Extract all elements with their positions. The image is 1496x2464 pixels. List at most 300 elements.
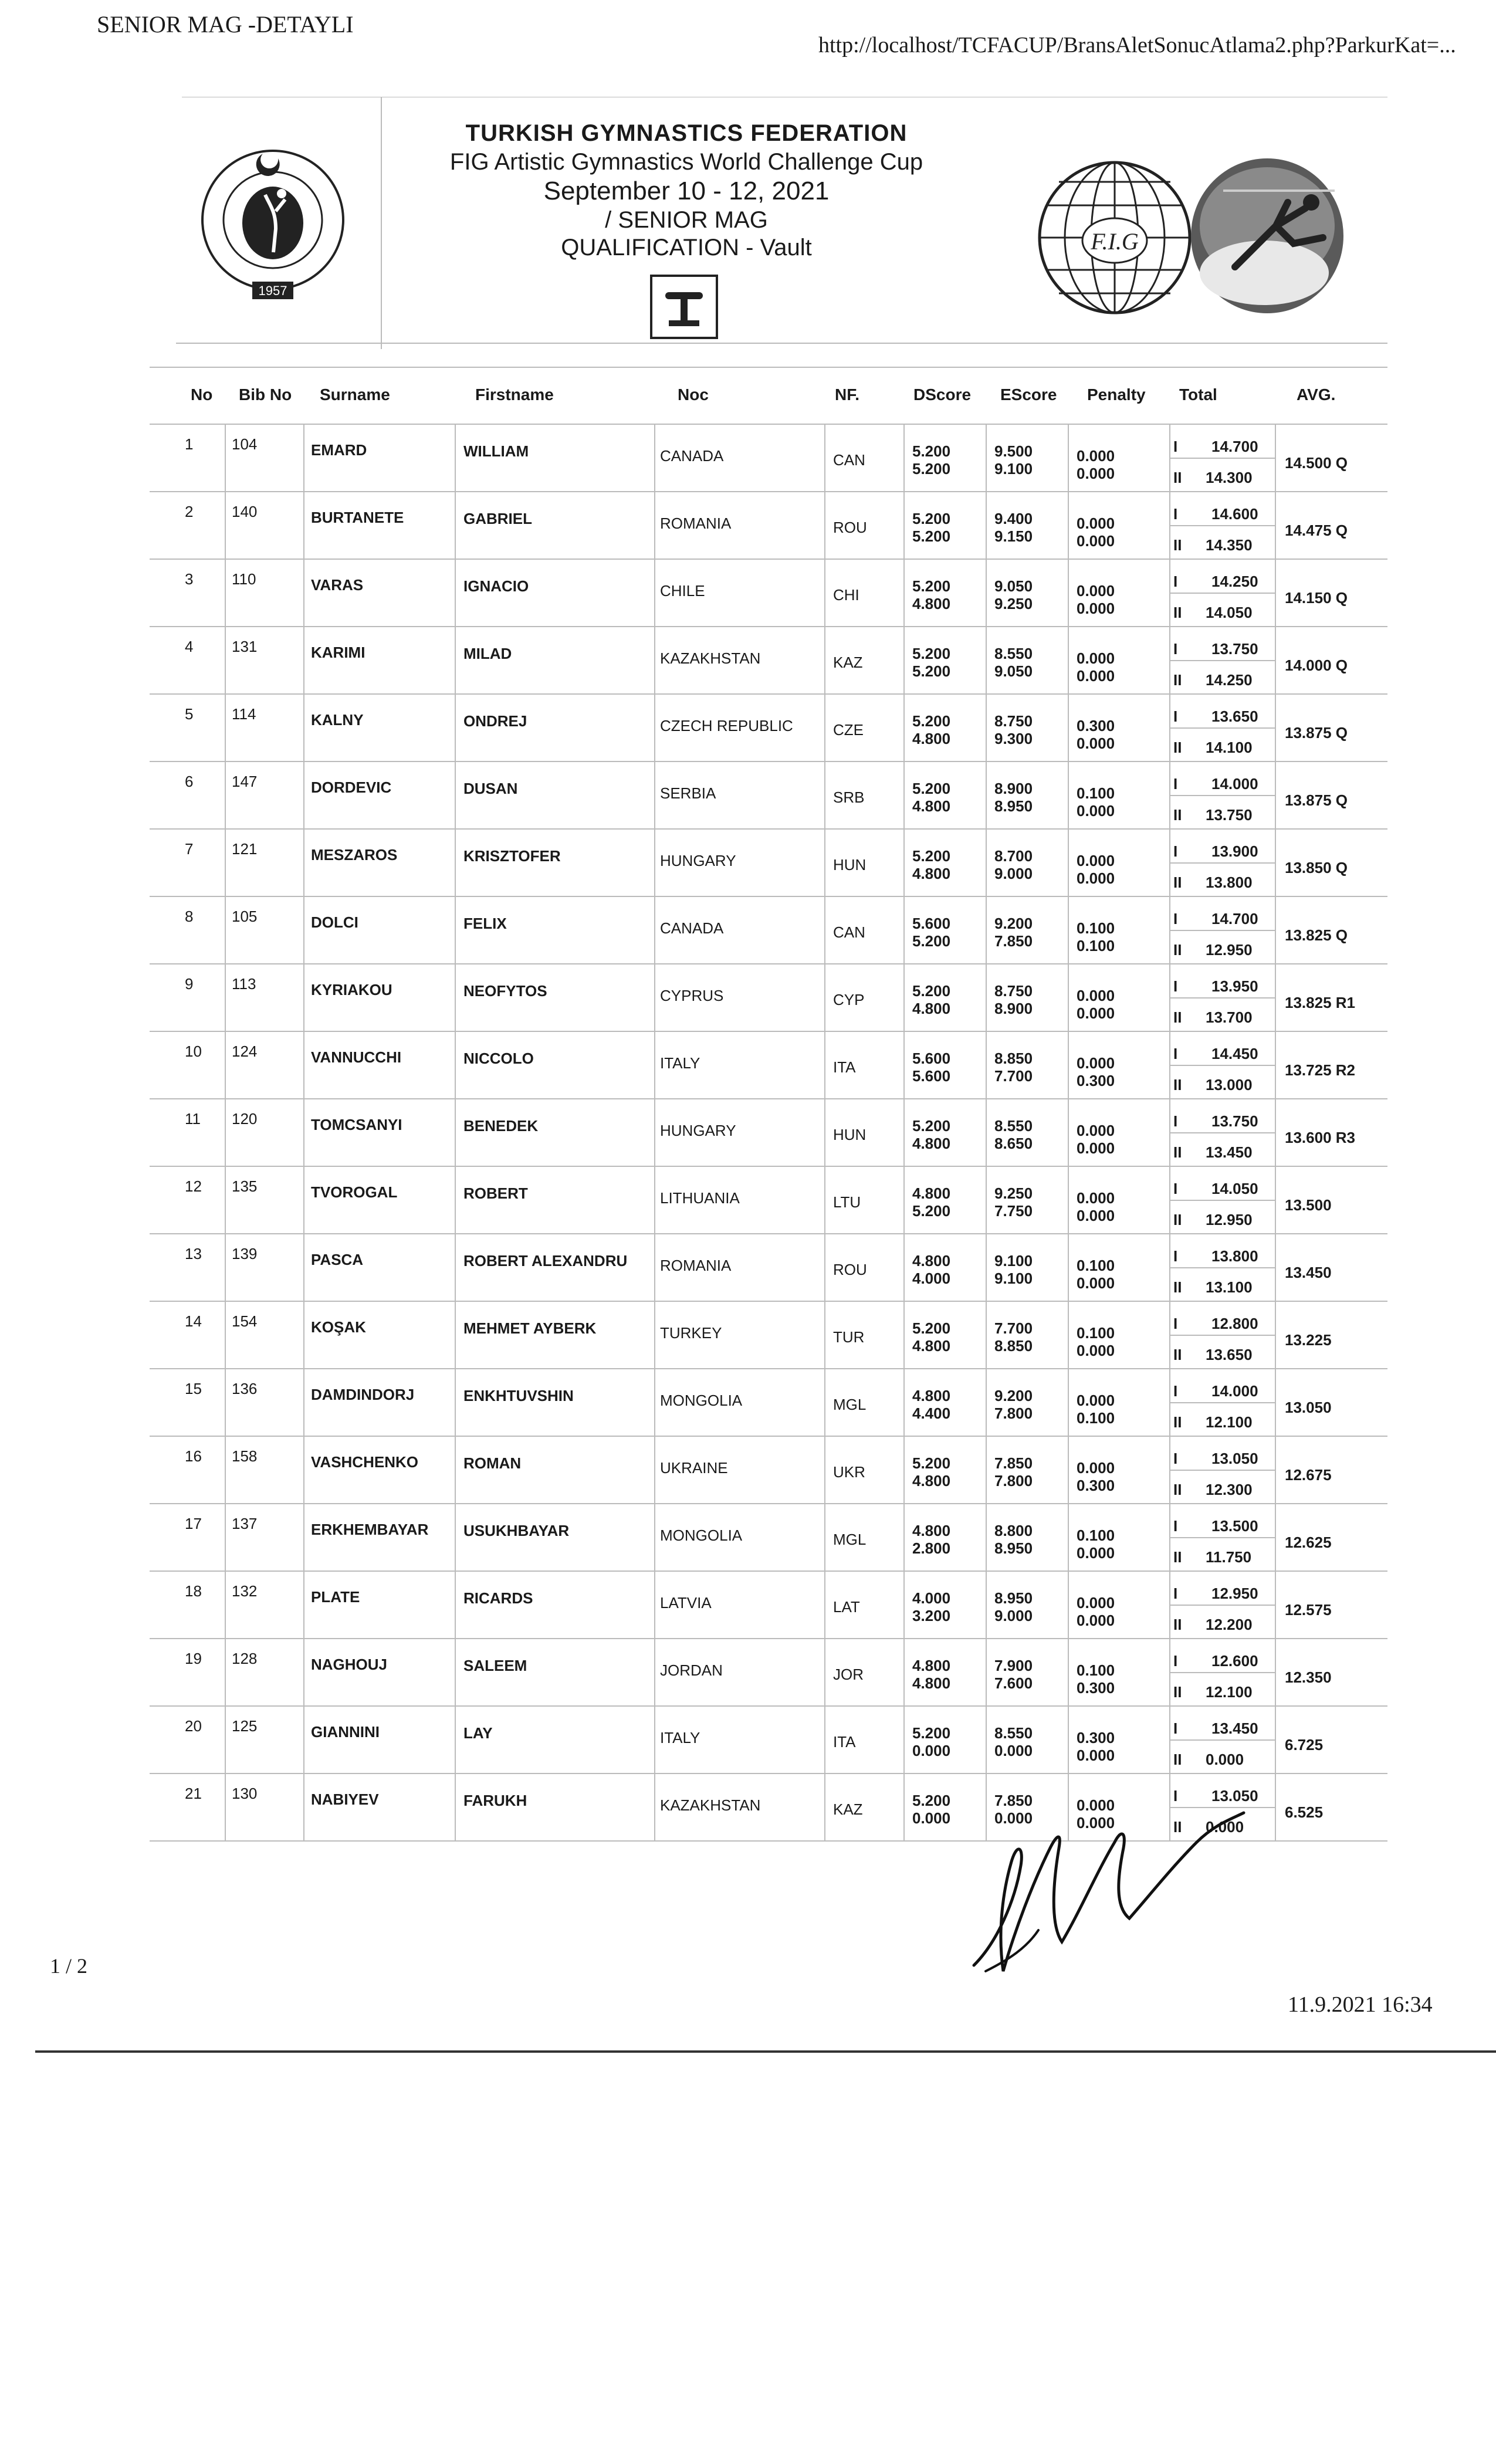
total-vault-1: 14.250 <box>1211 573 1258 590</box>
column-divider <box>1068 1639 1069 1705</box>
total-label-1: I <box>1173 910 1178 928</box>
column-divider <box>903 1774 905 1840</box>
column-divider <box>654 830 655 896</box>
total-vault-2: 12.100 <box>1206 1413 1253 1431</box>
average-score: 12.575 <box>1285 1601 1332 1619</box>
column-divider <box>986 1167 987 1233</box>
dscore-vault-1: 4.800 <box>912 1522 951 1539</box>
column-divider <box>455 1369 456 1436</box>
column-divider <box>824 492 825 559</box>
rank: 19 <box>185 1650 202 1667</box>
noc: ROMANIA <box>660 515 732 532</box>
column-divider <box>303 762 304 828</box>
column-divider <box>303 1437 304 1503</box>
column-divider <box>225 1369 226 1436</box>
column-divider <box>824 1437 825 1503</box>
escore-vault-2: 9.150 <box>994 527 1033 545</box>
column-divider <box>1275 627 1276 693</box>
penalty-vault-2: 0.000 <box>1077 1274 1115 1292</box>
column-divider <box>1275 1639 1276 1705</box>
nf-code: ITA <box>833 1733 856 1751</box>
column-divider <box>1068 1504 1069 1571</box>
column-divider <box>303 1639 304 1705</box>
bib-number: 147 <box>232 773 258 790</box>
average-score: 13.825 R1 <box>1285 994 1355 1011</box>
column-divider <box>654 964 655 1031</box>
noc: ITALY <box>660 1729 700 1747</box>
table-row <box>150 897 1387 964</box>
nf-code: KAZ <box>833 1800 863 1818</box>
document-title-block <box>417 120 956 261</box>
column-divider <box>824 762 825 828</box>
total-divider <box>1169 1739 1275 1741</box>
column-divider <box>455 964 456 1031</box>
bib-number: 124 <box>232 1043 258 1060</box>
escore-vault-2: 7.600 <box>994 1674 1033 1692</box>
table-row <box>150 425 1387 492</box>
table-row <box>150 1369 1387 1437</box>
noc: CANADA <box>660 919 724 937</box>
fig-logo-text: F.I.G <box>1091 228 1139 255</box>
total-label-2: II <box>1173 1008 1182 1026</box>
penalty-vault-1: 0.000 <box>1077 649 1115 667</box>
escore-vault-1: 8.550 <box>994 1724 1033 1742</box>
total-vault-1: 14.050 <box>1211 1180 1258 1197</box>
column-divider <box>986 492 987 559</box>
column-divider <box>986 1032 987 1098</box>
total-divider <box>1169 458 1275 459</box>
escore-vault-2: 8.950 <box>994 1539 1033 1557</box>
escore-vault-2: 9.050 <box>994 662 1033 680</box>
column-divider <box>1275 1234 1276 1301</box>
column-divider <box>303 1707 304 1773</box>
escore-vault-1: 7.850 <box>994 1454 1033 1472</box>
penalty-vault-1: 0.000 <box>1077 515 1115 532</box>
column-divider <box>455 425 456 491</box>
nf-code: LTU <box>833 1193 861 1211</box>
dscore-vault-2: 0.000 <box>912 1742 951 1759</box>
total-vault-1: 14.600 <box>1211 505 1258 523</box>
average-score: 14.150 Q <box>1285 589 1348 607</box>
dscore-vault-1: 4.800 <box>912 1657 951 1674</box>
escore-vault-2: 7.800 <box>994 1404 1033 1422</box>
average-score: 12.350 <box>1285 1668 1332 1686</box>
total-vault-1: 13.500 <box>1211 1517 1258 1535</box>
results-table <box>150 367 1387 1842</box>
dscore-vault-2: 5.200 <box>912 527 951 545</box>
penalty-vault-2: 0.000 <box>1077 1814 1115 1832</box>
total-label-1: I <box>1173 708 1178 725</box>
total-vault-2: 13.800 <box>1206 874 1253 891</box>
total-label-1: I <box>1173 505 1178 523</box>
column-divider <box>225 1032 226 1098</box>
penalty-vault-2: 0.100 <box>1077 937 1115 955</box>
nf-code: CZE <box>833 721 864 739</box>
total-vault-1: 13.450 <box>1211 1720 1258 1737</box>
firstname: SALEEM <box>463 1657 527 1674</box>
total-label-2: II <box>1173 1346 1182 1363</box>
dscore-vault-2: 2.800 <box>912 1539 951 1557</box>
total-vault-2: 14.050 <box>1206 604 1253 621</box>
column-divider <box>986 695 987 761</box>
penalty-vault-1: 0.100 <box>1077 919 1115 937</box>
column-divider <box>225 964 226 1031</box>
header-nf: NF. <box>835 385 859 404</box>
column-divider <box>903 1032 905 1098</box>
firstname: BENEDEK <box>463 1117 539 1135</box>
noc: MONGOLIA <box>660 1392 743 1409</box>
surname: KOŞAK <box>311 1318 366 1336</box>
table-row <box>150 762 1387 830</box>
column-divider <box>903 1234 905 1301</box>
total-vault-1: 13.900 <box>1211 842 1258 860</box>
column-divider <box>654 1707 655 1773</box>
bib-number: 104 <box>232 435 258 453</box>
average-score: 12.625 <box>1285 1534 1332 1551</box>
total-label-1: I <box>1173 775 1178 793</box>
total-label-1: I <box>1173 1585 1178 1602</box>
average-score: 13.450 <box>1285 1264 1332 1281</box>
penalty-vault-1: 0.000 <box>1077 987 1115 1004</box>
dscore-vault-2: 4.000 <box>912 1270 951 1287</box>
total-label-2: II <box>1173 1616 1182 1633</box>
total-vault-2: 12.950 <box>1206 941 1253 959</box>
table-row <box>150 1707 1387 1774</box>
penalty-vault-2: 0.000 <box>1077 1544 1115 1562</box>
penalty-vault-1: 0.100 <box>1077 1257 1115 1274</box>
rank: 11 <box>185 1110 201 1128</box>
dscore-vault-1: 5.200 <box>912 1117 951 1135</box>
bib-number: 125 <box>232 1717 258 1735</box>
noc: CYPRUS <box>660 987 724 1004</box>
column-divider <box>303 1572 304 1638</box>
nf-code: HUN <box>833 856 867 874</box>
escore-vault-1: 9.400 <box>994 510 1033 527</box>
column-divider <box>903 627 905 693</box>
noc: KAZAKHSTAN <box>660 649 761 667</box>
total-divider <box>1169 727 1275 729</box>
column-divider <box>986 1234 987 1301</box>
surname: KYRIAKOU <box>311 981 392 999</box>
surname: VARAS <box>311 576 364 594</box>
penalty-vault-2: 0.000 <box>1077 1747 1115 1764</box>
total-vault-1: 13.650 <box>1211 708 1258 725</box>
column-divider <box>903 695 905 761</box>
column-divider <box>225 425 226 491</box>
escore-vault-2: 7.850 <box>994 932 1033 950</box>
escore-vault-1: 8.750 <box>994 712 1033 730</box>
penalty-vault-2: 0.000 <box>1077 532 1115 550</box>
total-vault-1: 14.000 <box>1211 775 1258 793</box>
surname: DAMDINDORJ <box>311 1386 415 1403</box>
rank: 8 <box>185 908 194 925</box>
results-table-body <box>150 425 1387 1842</box>
penalty-vault-2: 0.300 <box>1077 1679 1115 1697</box>
column-divider <box>303 1369 304 1436</box>
total-label-1: I <box>1173 977 1178 995</box>
column-divider <box>455 1707 456 1773</box>
surname: DORDEVIC <box>311 779 392 796</box>
penalty-vault-2: 0.300 <box>1077 1477 1115 1494</box>
column-divider <box>303 1234 304 1301</box>
total-label-1: I <box>1173 842 1178 860</box>
column-divider <box>654 1437 655 1503</box>
nf-code: UKR <box>833 1463 865 1481</box>
dscore-vault-1: 5.200 <box>912 577 951 595</box>
column-divider <box>654 1032 655 1098</box>
penalty-vault-2: 0.000 <box>1077 869 1115 887</box>
column-divider <box>1068 1032 1069 1098</box>
rank: 20 <box>185 1717 202 1735</box>
column-divider <box>824 560 825 626</box>
table-row <box>150 1099 1387 1167</box>
table-row <box>150 1437 1387 1504</box>
bib-number: 110 <box>232 570 256 588</box>
page-bottom-rule <box>35 2050 1496 2053</box>
penalty-vault-1: 0.000 <box>1077 1054 1115 1072</box>
print-header-url: http://localhost/TCFACUP/BransAletSonucAtlama2.php?ParkurKat=... <box>818 33 1456 57</box>
escore-vault-1: 9.200 <box>994 915 1033 932</box>
firstname: FARUKH <box>463 1792 527 1809</box>
noc: UKRAINE <box>660 1459 728 1477</box>
firstname: LAY <box>463 1724 493 1742</box>
column-divider <box>824 1234 825 1301</box>
firstname: ROBERT <box>463 1184 528 1202</box>
dscore-vault-2: 4.800 <box>912 865 951 882</box>
column-divider <box>824 897 825 963</box>
total-label-2: II <box>1173 671 1182 689</box>
column-divider <box>303 492 304 559</box>
column-divider <box>654 1167 655 1233</box>
rank: 12 <box>185 1177 202 1195</box>
noc: CZECH REPUBLIC <box>660 717 793 735</box>
escore-vault-1: 9.200 <box>994 1387 1033 1404</box>
header-surname: Surname <box>320 385 390 404</box>
escore-vault-2: 8.950 <box>994 797 1033 815</box>
column-divider <box>455 1572 456 1638</box>
nf-code: CYP <box>833 991 865 1008</box>
average-score: 13.875 Q <box>1285 724 1348 742</box>
penalty-vault-1: 0.000 <box>1077 1122 1115 1139</box>
rank: 1 <box>185 435 194 453</box>
column-divider <box>225 830 226 896</box>
firstname: DUSAN <box>463 780 518 797</box>
table-row <box>150 1504 1387 1572</box>
column-divider <box>303 695 304 761</box>
column-divider <box>824 1369 825 1436</box>
rank: 17 <box>185 1515 202 1532</box>
column-divider <box>986 1437 987 1503</box>
total-vault-1: 13.750 <box>1211 640 1258 658</box>
escore-vault-2: 8.850 <box>994 1337 1033 1355</box>
noc: CHILE <box>660 582 705 600</box>
total-label-2: II <box>1173 1211 1182 1228</box>
column-divider <box>225 627 226 693</box>
column-divider <box>986 1369 987 1436</box>
rank: 13 <box>185 1245 202 1263</box>
column-divider <box>654 1504 655 1571</box>
firstname: GABRIEL <box>463 510 532 527</box>
table-row <box>150 964 1387 1032</box>
column-divider <box>225 492 226 559</box>
total-label-1: I <box>1173 1450 1178 1467</box>
escore-vault-1: 9.250 <box>994 1184 1033 1202</box>
bib-number: 121 <box>232 840 258 858</box>
total-vault-1: 14.700 <box>1211 438 1258 455</box>
column-divider <box>225 1099 226 1166</box>
column-divider <box>903 1099 905 1166</box>
escore-vault-2: 7.800 <box>994 1472 1033 1490</box>
table-row <box>150 492 1387 560</box>
column-divider <box>654 560 655 626</box>
penalty-vault-2: 0.000 <box>1077 802 1115 820</box>
column-divider <box>225 1572 226 1638</box>
dscore-vault-1: 5.200 <box>912 645 951 662</box>
dscore-vault-2: 5.200 <box>912 932 951 950</box>
column-divider <box>986 1707 987 1773</box>
column-divider <box>824 1707 825 1773</box>
bib-number: 128 <box>232 1650 258 1667</box>
dscore-vault-1: 4.800 <box>912 1252 951 1270</box>
total-vault-2: 13.750 <box>1206 806 1253 824</box>
column-divider <box>303 1032 304 1098</box>
table-row <box>150 1572 1387 1639</box>
total-vault-2: 12.200 <box>1206 1616 1253 1633</box>
bib-number: 130 <box>232 1785 258 1802</box>
total-label-1: I <box>1173 438 1178 455</box>
column-divider <box>1275 1032 1276 1098</box>
table-row <box>150 627 1387 695</box>
column-divider <box>654 695 655 761</box>
average-score: 6.725 <box>1285 1736 1324 1754</box>
rank: 10 <box>185 1043 202 1060</box>
column-divider <box>1068 964 1069 1031</box>
column-divider <box>225 1167 226 1233</box>
table-row <box>150 1639 1387 1707</box>
column-divider <box>225 1437 226 1503</box>
dscore-vault-1: 5.200 <box>912 510 951 527</box>
vault-icon <box>652 277 716 337</box>
column-divider <box>824 830 825 896</box>
penalty-vault-2: 0.000 <box>1077 1342 1115 1359</box>
dscore-vault-2: 4.800 <box>912 595 951 612</box>
penalty-vault-1: 0.000 <box>1077 852 1115 869</box>
total-label-1: I <box>1173 1787 1178 1805</box>
nf-code: ITA <box>833 1058 856 1076</box>
penalty-vault-2: 0.000 <box>1077 465 1115 482</box>
rank: 5 <box>185 705 194 723</box>
total-label-1: I <box>1173 640 1178 658</box>
escore-vault-2: 9.300 <box>994 730 1033 747</box>
nf-code: MGL <box>833 1531 867 1548</box>
total-vault-1: 14.000 <box>1211 1382 1258 1400</box>
column-divider <box>455 1234 456 1301</box>
header-penalty: Penalty <box>1087 385 1146 404</box>
nf-code: ROU <box>833 519 867 536</box>
penalty-vault-1: 0.300 <box>1077 1729 1115 1747</box>
total-label-2: II <box>1173 1481 1182 1498</box>
column-divider <box>986 830 987 896</box>
column-divider <box>1275 1099 1276 1166</box>
noc: LITHUANIA <box>660 1189 740 1207</box>
column-divider <box>903 1639 905 1705</box>
total-divider <box>1169 1470 1275 1471</box>
nf-code: TUR <box>833 1328 865 1346</box>
rank: 7 <box>185 840 194 858</box>
penalty-vault-1: 0.000 <box>1077 1459 1115 1477</box>
escore-vault-1: 8.700 <box>994 847 1033 865</box>
average-score: 6.525 <box>1285 1803 1324 1821</box>
surname: TVOROGAL <box>311 1183 398 1201</box>
escore-vault-2: 0.000 <box>994 1809 1033 1827</box>
column-divider <box>455 897 456 963</box>
escore-vault-2: 9.000 <box>994 865 1033 882</box>
average-score: 13.225 <box>1285 1331 1332 1349</box>
dscore-vault-1: 5.200 <box>912 847 951 865</box>
competition-phase: QUALIFICATION - Vault <box>561 235 812 260</box>
escore-vault-1: 8.550 <box>994 1117 1033 1135</box>
column-divider <box>455 1167 456 1233</box>
firstname: ENKHTUVSHIN <box>463 1387 574 1404</box>
total-label-2: II <box>1173 469 1182 486</box>
table-row <box>150 1032 1387 1099</box>
total-label-1: I <box>1173 1382 1178 1400</box>
total-vault-1: 12.950 <box>1211 1585 1258 1602</box>
escore-vault-1: 8.800 <box>994 1522 1033 1539</box>
average-score: 14.500 Q <box>1285 454 1348 472</box>
escore-vault-1: 9.500 <box>994 442 1033 460</box>
bib-number: 114 <box>232 705 256 723</box>
average-score: 13.600 R3 <box>1285 1129 1355 1146</box>
column-divider <box>1275 897 1276 963</box>
total-divider <box>1169 1267 1275 1268</box>
total-vault-2: 14.300 <box>1206 469 1253 486</box>
column-divider <box>654 1572 655 1638</box>
escore-vault-1: 9.100 <box>994 1252 1033 1270</box>
dscore-vault-1: 5.200 <box>912 712 951 730</box>
total-divider <box>1169 1537 1275 1538</box>
print-header-title: SENIOR MAG -DETAYLI <box>97 11 354 38</box>
column-divider <box>303 830 304 896</box>
rank: 6 <box>185 773 194 790</box>
total-label-1: I <box>1173 1315 1178 1332</box>
penalty-vault-2: 0.000 <box>1077 667 1115 685</box>
total-divider <box>1169 997 1275 999</box>
column-divider <box>1068 1099 1069 1166</box>
surname: DOLCI <box>311 913 358 931</box>
column-divider <box>903 560 905 626</box>
column-divider <box>455 1032 456 1098</box>
column-divider <box>1068 1707 1069 1773</box>
surname: GIANNINI <box>311 1723 380 1741</box>
column-divider <box>824 695 825 761</box>
firstname: USUKHBAYAR <box>463 1522 570 1539</box>
noc: KAZAKHSTAN <box>660 1796 761 1814</box>
total-divider <box>1169 1605 1275 1606</box>
column-divider <box>986 1504 987 1571</box>
escore-vault-2: 9.250 <box>994 595 1033 612</box>
column-divider <box>903 425 905 491</box>
surname: KALNY <box>311 711 364 729</box>
column-divider <box>1275 695 1276 761</box>
total-divider <box>1169 1200 1275 1201</box>
total-vault-2: 0.000 <box>1206 1818 1244 1836</box>
column-divider <box>903 897 905 963</box>
column-divider <box>1275 1302 1276 1368</box>
total-vault-1: 13.800 <box>1211 1247 1258 1265</box>
dscore-vault-2: 5.200 <box>912 460 951 478</box>
firstname: MILAD <box>463 645 512 662</box>
